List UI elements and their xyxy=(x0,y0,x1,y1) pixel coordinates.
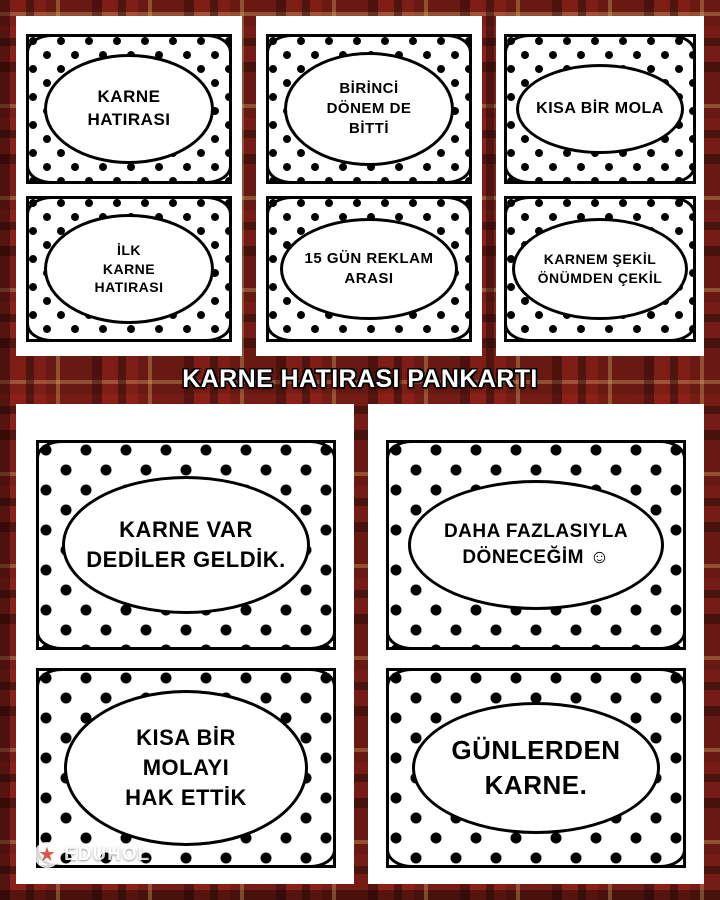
card-karne-var-dediler-geldik[interactable] xyxy=(36,440,336,650)
card-kisa-bir-mola[interactable] xyxy=(504,34,696,184)
label-oval xyxy=(284,52,454,166)
watermark-text: EDUHOL xyxy=(64,844,151,865)
watermark-badge-icon: ★ xyxy=(34,842,60,868)
label-oval xyxy=(44,54,214,164)
card-text: KARNE HATIRASI xyxy=(87,87,171,129)
card-karne-hatirasi[interactable] xyxy=(26,34,232,184)
card-gunlerden-karne[interactable] xyxy=(386,668,686,868)
card-birinci-donem-de-bitti[interactable] xyxy=(266,34,472,184)
banner-title-bar xyxy=(0,362,720,396)
label-oval xyxy=(44,214,214,324)
card-ilk-karne-hatirasi[interactable] xyxy=(26,196,232,342)
watermark xyxy=(34,842,150,868)
label-oval xyxy=(62,476,310,614)
label-oval xyxy=(516,64,684,154)
label-oval xyxy=(512,218,688,320)
card-text: KARNE VAR DEDİLER GELDİK. xyxy=(86,517,286,572)
card-text: KISA BİR MOLA xyxy=(536,100,664,118)
page-title: KARNE HATIRASI PANKARTI xyxy=(182,364,538,393)
label-oval xyxy=(280,218,458,320)
card-text: GÜNLERDEN KARNE. xyxy=(451,734,621,800)
label-oval xyxy=(408,480,664,610)
card-text: KARNEM ŞEKİL ÖNÜMDEN ÇEKİL xyxy=(537,251,663,286)
card-text: DAHA FAZLASIYLA DÖNECEĞİM ☺ xyxy=(443,521,629,568)
label-oval xyxy=(412,702,660,834)
card-kisa-bir-molayi-hak-ettik[interactable] xyxy=(36,668,336,868)
card-15-gun-reklam-arasi[interactable] xyxy=(266,196,472,342)
card-karnem-sekil[interactable] xyxy=(504,196,696,342)
card-text: BİRİNCİ DÖNEM DE BİTTİ xyxy=(326,79,412,138)
card-text: 15 GÜN REKLAM ARASI xyxy=(304,249,434,287)
card-daha-fazlasiyla-donecegim[interactable] xyxy=(386,440,686,650)
label-oval xyxy=(64,690,308,846)
card-text: KISA BİR MOLAYI HAK ETTİK xyxy=(125,725,247,810)
card-text: İLK KARNE HATIRASI xyxy=(94,241,164,296)
